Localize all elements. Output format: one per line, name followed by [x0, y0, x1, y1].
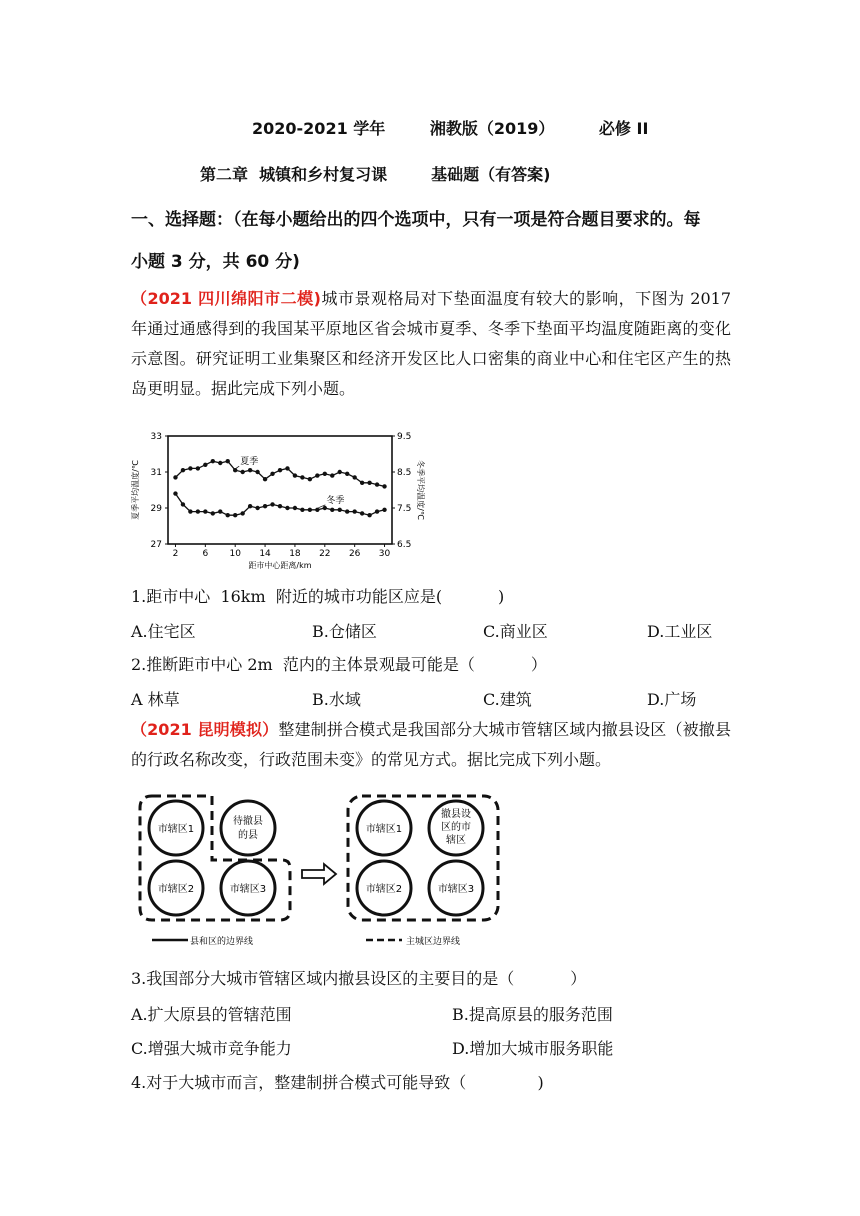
data-point — [270, 502, 274, 506]
y-right-tick-label: 9.5 — [397, 432, 412, 442]
data-point — [352, 475, 356, 479]
right-district-2-label: 市辖区2 — [365, 884, 403, 895]
data-point — [173, 491, 177, 495]
data-point — [263, 477, 267, 481]
data-point — [173, 475, 177, 479]
data-point — [367, 481, 371, 485]
district-merge-diagram — [130, 788, 510, 952]
data-point — [382, 508, 386, 512]
data-point — [196, 466, 200, 470]
data-point — [263, 504, 267, 508]
data-point — [233, 513, 237, 517]
series-label-leader — [236, 466, 239, 468]
data-point — [360, 481, 364, 485]
section-heading — [131, 199, 731, 283]
x-tick-label: 14 — [259, 549, 271, 559]
passage-1-source: （2021 四川绵阳市二模) — [131, 289, 321, 308]
data-point — [300, 508, 304, 512]
question-1-stem: 1.距市中心 16km 附近的城市功能区应是( ) — [131, 587, 505, 606]
legend-dashed-label: 主城区边界线 — [406, 937, 461, 947]
data-point — [218, 509, 222, 513]
data-point — [226, 459, 230, 463]
data-point — [315, 508, 319, 512]
right-district-3-label: 市辖区3 — [437, 884, 475, 895]
q2-option-c: C.建筑 — [483, 690, 532, 709]
document-subtitle — [200, 162, 550, 185]
data-point — [285, 506, 289, 510]
y-left-tick-label: 27 — [150, 540, 162, 550]
data-point — [278, 468, 282, 472]
q3-option-d: D.增加大城市服务职能 — [452, 1039, 614, 1058]
difficulty-label: 基础题（有答案) — [431, 165, 551, 184]
q3-option-c: C.增强大城市竞争能力 — [131, 1039, 292, 1058]
y-right-tick-label: 8.5 — [397, 468, 412, 478]
data-point — [248, 468, 252, 472]
q2-option-d: D.广场 — [647, 690, 697, 709]
data-point — [323, 472, 327, 476]
data-point — [338, 508, 342, 512]
data-point — [240, 470, 244, 474]
document-title: 2020-2021 学年 湘教版（2019） 必修 II — [252, 119, 649, 138]
y-axis-left-label: 夏季平均温度/℃ — [131, 460, 140, 520]
q1-option-c: C.商业区 — [483, 622, 548, 641]
passage-2 — [131, 715, 731, 775]
data-point — [338, 470, 342, 474]
data-point — [248, 504, 252, 508]
section-heading-line1: 一、选择题：（在每小题给出的四个选项中，只有一项是符合题目要求的。每 — [131, 210, 701, 230]
q1-option-d: D.工业区 — [647, 622, 713, 641]
passage-1 — [131, 284, 731, 404]
data-point — [315, 473, 319, 477]
left-district-3-label: 市辖区3 — [229, 884, 267, 895]
data-point — [375, 509, 379, 513]
left-district-1-label: 市辖区1 — [157, 824, 195, 835]
passage-2-text: 整建制拼合模式是我国部分大城市管辖区域内撤县设区（被撤县的行政名称改变，行政范围未变》的常见方式。据比完成下列小题。 — [131, 720, 731, 769]
data-point — [278, 504, 282, 508]
data-point — [203, 509, 207, 513]
q1-option-b: B.仓储区 — [312, 622, 377, 641]
temperature-chart — [128, 424, 428, 572]
question-4-stem: 4.对于大城市而言，整建制拼合模式可能导致（ ) — [131, 1073, 544, 1092]
x-tick-label: 22 — [319, 549, 331, 559]
data-point — [308, 508, 312, 512]
left-district-2-label: 市辖区2 — [157, 884, 195, 895]
right-main-city-boundary — [348, 796, 498, 920]
y-left-tick-label: 29 — [150, 504, 162, 514]
data-point — [285, 466, 289, 470]
data-point — [233, 468, 237, 472]
right-new-district-label-2: 区的市 — [441, 822, 471, 833]
data-point — [218, 461, 222, 465]
y-right-tick-label: 7.5 — [397, 504, 412, 514]
right-district-1-label: 市辖区1 — [365, 824, 403, 835]
data-point — [188, 509, 192, 513]
y-axis-right-label: 冬季平均温度/℃ — [416, 460, 425, 520]
data-point — [196, 509, 200, 513]
data-point — [360, 511, 364, 515]
series-label: 冬季 — [326, 495, 345, 506]
data-point — [270, 472, 274, 476]
data-point — [211, 511, 215, 515]
data-point — [367, 513, 371, 517]
data-point — [308, 477, 312, 481]
q3-option-b: B.提高原县的服务范围 — [452, 1005, 613, 1024]
q2-option-a: A 林草 — [131, 690, 180, 709]
passage-2-source: （2021 昆明模拟） — [131, 720, 279, 739]
transform-arrow-icon — [302, 864, 336, 884]
data-point — [345, 509, 349, 513]
data-point — [293, 473, 297, 477]
data-point — [375, 482, 379, 486]
data-point — [211, 459, 215, 463]
right-new-district-label-3: 辖区 — [446, 835, 466, 846]
x-tick-label: 10 — [229, 549, 241, 559]
y-left-tick-label: 33 — [150, 432, 162, 442]
q2-option-b: B.水域 — [312, 690, 361, 709]
data-point — [255, 470, 259, 474]
x-tick-label: 2 — [172, 549, 179, 559]
x-tick-label: 18 — [289, 549, 301, 559]
data-point — [300, 475, 304, 479]
data-point — [352, 509, 356, 513]
q1-option-a: A.住宅区 — [131, 622, 196, 641]
passage-1-text: 城市景观格局对下垫面温度有较大的影响，下图为 2017 年通过通感得到的我国某平原地区省会城市夏季、冬季下垫面平均温度随距离的变化示意图。研究证明工业集聚区和经济开发区比人口密集的商业中心和住宅区产生的热岛更明显。据此完成下列小题。 — [131, 289, 731, 398]
left-county-label-1: 待撤县 — [233, 816, 263, 827]
x-axis-label: 距市中心距离/km — [248, 561, 312, 570]
chapter-title: 第二章 城镇和乡村复习课 — [200, 165, 388, 184]
y-right-tick-label: 6.5 — [397, 540, 412, 550]
data-point — [255, 506, 259, 510]
x-tick-label: 6 — [202, 549, 209, 559]
data-point — [382, 484, 386, 488]
q3-option-a: A.扩大原县的管辖范围 — [131, 1005, 292, 1024]
chart-frame — [168, 436, 392, 544]
data-point — [323, 506, 327, 510]
x-tick-label: 26 — [348, 549, 361, 559]
legend-solid-label: 县和区的边界线 — [190, 937, 254, 947]
left-county-label-2: 的县 — [238, 830, 258, 841]
left-main-city-boundary — [140, 796, 290, 920]
left-county-circle — [221, 801, 275, 855]
data-point — [203, 463, 207, 467]
data-point — [240, 511, 244, 515]
series-label: 夏季 — [240, 457, 259, 468]
data-point — [293, 506, 297, 510]
data-point — [226, 513, 230, 517]
data-point — [181, 502, 185, 506]
question-2-stem: 2.推断距市中心 2m 范内的主体景观最可能是（ ） — [131, 655, 547, 674]
data-point — [188, 466, 192, 470]
question-3-stem: 3.我国部分大城市管辖区域内撤县设区的主要目的是（ ） — [131, 969, 587, 988]
data-point — [181, 468, 185, 472]
right-new-district-label-1: 撤县设 — [441, 809, 471, 820]
data-point — [330, 508, 334, 512]
section-heading-line2: 小题 3 分，共 60 分) — [131, 252, 300, 272]
data-point — [330, 473, 334, 477]
y-left-tick-label: 31 — [150, 468, 162, 478]
x-tick-label: 30 — [378, 549, 391, 559]
data-point — [345, 472, 349, 476]
